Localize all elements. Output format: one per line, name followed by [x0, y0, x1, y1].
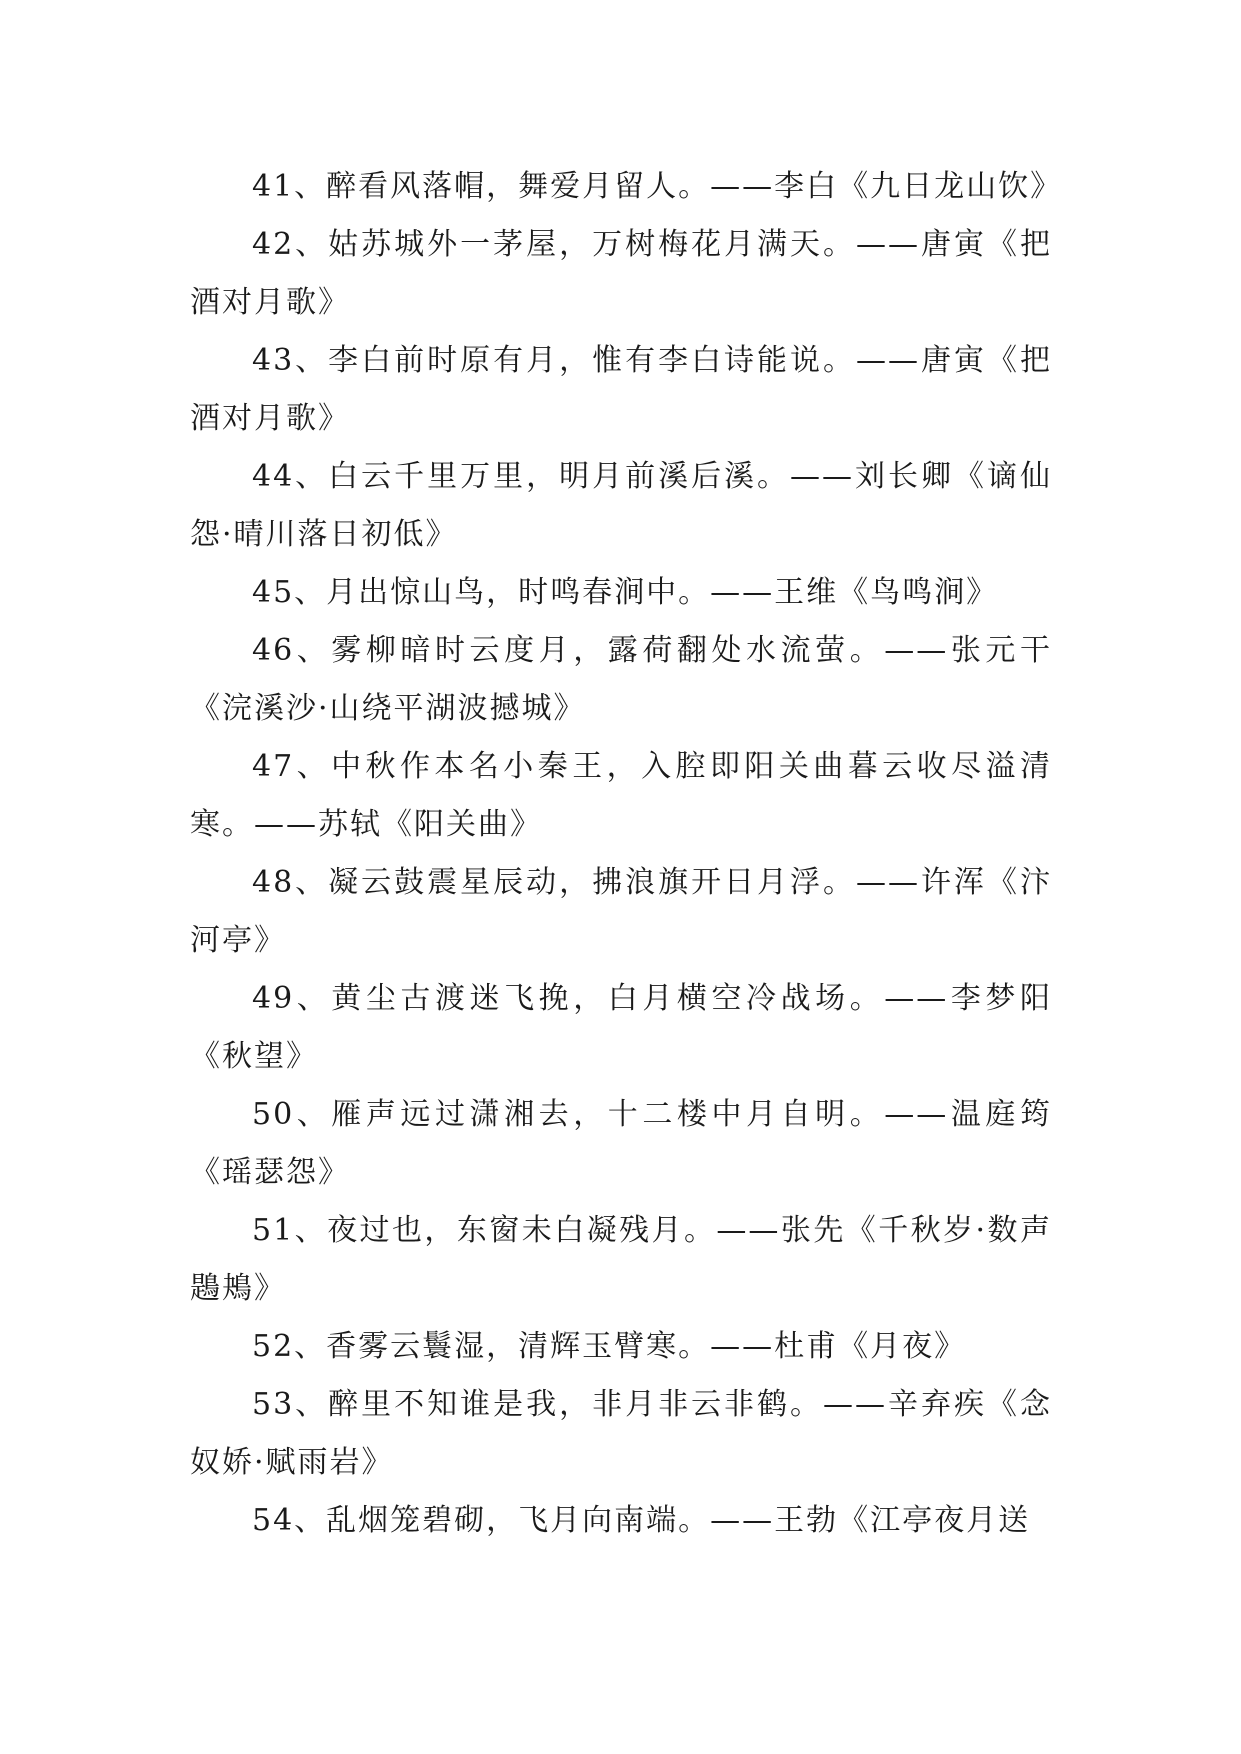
poem-line-44: 44、白云千里万里，明月前溪后溪。——刘长卿《谪仙怨·晴川落日初低》: [190, 459, 1052, 552]
poem-line-53: 53、醉里不知谁是我，非月非云非鹤。——辛弃疾《念奴娇·赋雨岩》: [190, 1387, 1052, 1480]
poem-line-54: 54、乱烟笼碧砌，飞月向南端。——王勃《江亭夜月送: [252, 1503, 1031, 1538]
document-body: [190, 158, 1063, 1550]
poem-line-47: 47、中秋作本名小秦王，入腔即阳关曲暮云收尽溢清寒。——苏轼《阳关曲》: [190, 749, 1052, 842]
poem-line-41: 41、醉看风落帽，舞爱月留人。——李白《九日龙山饮》: [252, 169, 1063, 204]
poem-line-45: 45、月出惊山鸟，时鸣春涧中。——王维《鸟鸣涧》: [252, 575, 999, 610]
poem-line-51: 51、夜过也，东窗未白凝残月。——张先《千秋岁·数声鶗鴂》: [190, 1213, 1052, 1306]
poem-line-43: 43、李白前时原有月，惟有李白诗能说。——唐寅《把酒对月歌》: [190, 343, 1052, 436]
poem-line-46: 46、雾柳暗时云度月，露荷翻处水流萤。——张元干《浣溪沙·山绕平湖波撼城》: [190, 633, 1052, 726]
poem-line-50: 50、雁声远过潇湘去，十二楼中月自明。——温庭筠《瑶瑟怨》: [190, 1097, 1052, 1190]
poem-line-48: 48、凝云鼓震星辰动，拂浪旗开日月浮。——许浑《汴河亭》: [190, 865, 1052, 958]
poem-line-42: 42、姑苏城外一茅屋，万树梅花月满天。——唐寅《把酒对月歌》: [190, 227, 1052, 320]
poem-line-52: 52、香雾云鬟湿，清辉玉臂寒。——杜甫《月夜》: [252, 1329, 967, 1364]
poem-line-49: 49、黄尘古渡迷飞挽，白月横空冷战场。——李梦阳《秋望》: [190, 981, 1052, 1074]
